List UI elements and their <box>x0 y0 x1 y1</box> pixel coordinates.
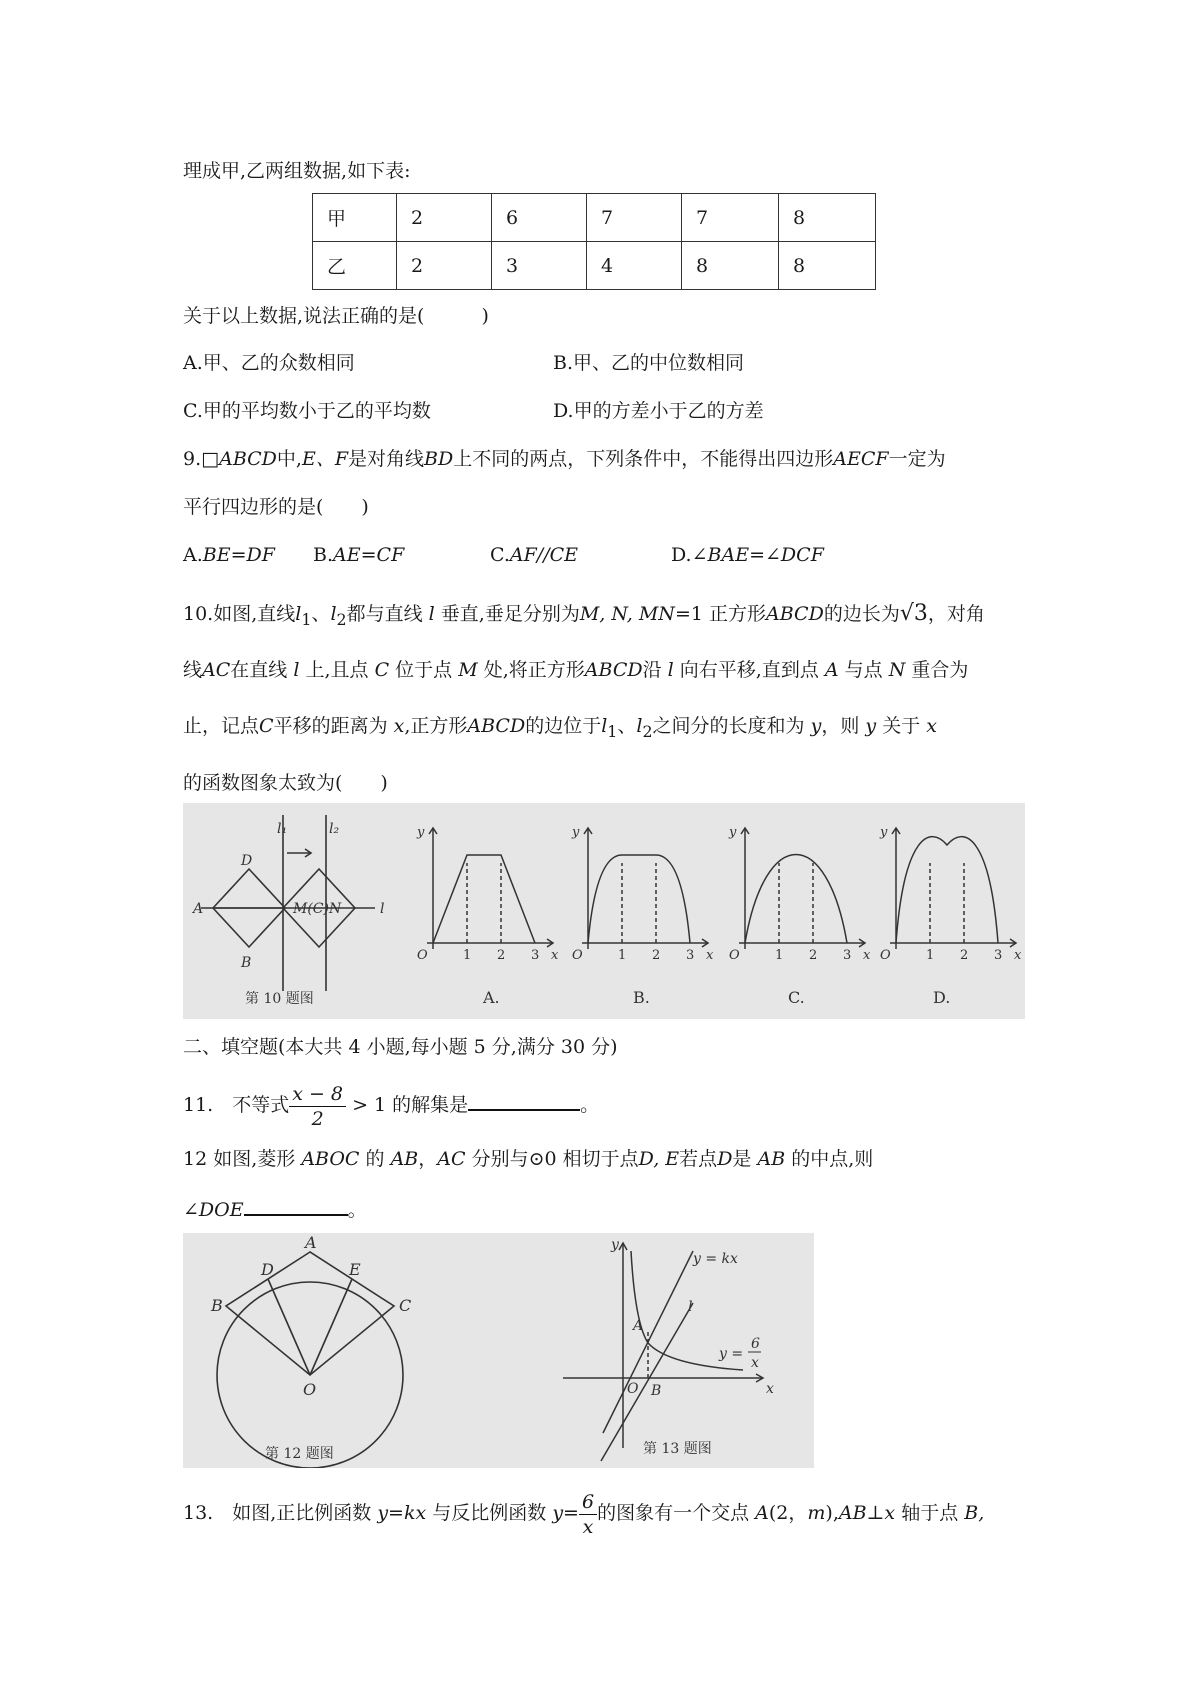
text: 与反比例函数 <box>432 1502 547 1524</box>
math: E、F <box>301 448 349 470</box>
text: 10.如图,直线 <box>183 603 296 625</box>
answer-blank[interactable] <box>244 1196 348 1216</box>
label-l1: l₁ <box>277 821 288 837</box>
table-cell: 2 <box>397 242 492 290</box>
text: 。 <box>580 1094 600 1116</box>
graph-tick-label: 2 <box>960 948 969 963</box>
label-a: A <box>193 901 204 917</box>
q9-stem-line2: 平行四边形的是( ) <box>183 496 369 518</box>
graph-y-label: y <box>417 825 425 840</box>
option-label-b: B. <box>633 988 650 1007</box>
denominator: x <box>582 1515 594 1538</box>
label-mc: M(C) <box>293 901 329 917</box>
math: N <box>888 659 906 681</box>
graph-tick-label: 3 <box>531 948 540 963</box>
text: 轴于点 <box>901 1502 959 1524</box>
math: BD <box>424 448 454 470</box>
figure-12-13-svg <box>183 1233 814 1468</box>
text: 在直线 <box>230 659 288 681</box>
figure-10-svg <box>183 803 1025 1019</box>
text: 向右平移,直到点 <box>679 659 819 681</box>
text: 的图象有一个交点 <box>597 1502 750 1524</box>
graph-tick-label: 1 <box>618 948 627 963</box>
text: 线 <box>183 659 203 681</box>
q10-stem-line2 <box>183 657 968 683</box>
math: M <box>458 659 478 681</box>
math: AB <box>757 1148 786 1170</box>
fig10-caption: 第 10 题图 <box>245 991 314 1007</box>
math: AC <box>202 659 231 681</box>
graph-tick-label: 3 <box>843 948 852 963</box>
q9-stem-line1 <box>183 446 946 472</box>
text: 。 <box>347 1199 367 1221</box>
math: ∠DOE <box>183 1199 244 1221</box>
graph-tick-label: 2 <box>497 948 506 963</box>
label-b: B <box>211 1296 223 1315</box>
text: =1 正方形 <box>674 603 766 625</box>
text: ，对角 <box>927 603 985 625</box>
text: > 1 的解集是 <box>346 1094 469 1116</box>
math: l <box>667 659 674 681</box>
graph-tick-label: 1 <box>775 948 784 963</box>
table-cell: 4 <box>587 242 682 290</box>
math: AF//CE <box>509 544 579 566</box>
math: l <box>636 715 643 737</box>
math: ABCD <box>219 448 277 470</box>
label-o: O <box>303 1380 317 1399</box>
table-cell: 3 <box>492 242 587 290</box>
numerator: x − 8 <box>289 1082 346 1107</box>
math: AB <box>838 1502 867 1524</box>
graph-tick-label: 1 <box>926 948 935 963</box>
q10-stem-line4: 的函数图象太致为( ) <box>183 772 388 794</box>
text: 的边位于 <box>525 715 602 737</box>
text: 、 <box>311 603 331 625</box>
table-cell: 甲 <box>313 194 397 242</box>
text: ， <box>418 1148 438 1170</box>
text: 关于 <box>882 715 921 737</box>
math: l <box>330 603 337 625</box>
q10-stem-line1 <box>183 601 985 633</box>
figure-12-13-panel <box>183 1233 814 1468</box>
table-cell: 8 <box>779 194 876 242</box>
label-l: l <box>688 1299 693 1315</box>
math: 1 <box>301 609 312 629</box>
graph-tick-label: 3 <box>686 948 695 963</box>
graph-tick-label: 2 <box>809 948 818 963</box>
label-a: A <box>305 1233 317 1252</box>
text: 之间分的长度和为 <box>652 715 805 737</box>
label-x: x <box>766 1381 774 1397</box>
math: B, <box>964 1502 985 1524</box>
text: 、 <box>617 715 637 737</box>
label-ykx: y = kx <box>693 1251 738 1267</box>
math: M, N, MN <box>579 603 675 625</box>
text: 的边长为 <box>823 603 900 625</box>
math: x <box>926 715 937 737</box>
label-six: 6 <box>751 1336 760 1352</box>
math: 2 <box>336 609 347 629</box>
graph-y-label: y <box>572 825 580 840</box>
text: 沿 <box>642 659 662 681</box>
graph-x-label: x <box>863 948 871 963</box>
math: ABCD <box>584 659 643 681</box>
denominator: 2 <box>311 1107 324 1130</box>
graph-x-label: x <box>1014 948 1022 963</box>
fraction <box>579 1490 597 1539</box>
segment-oe <box>310 1279 352 1375</box>
label-l2: l₂ <box>329 821 340 837</box>
label-d: D <box>241 853 253 869</box>
table-cell: 乙 <box>313 242 397 290</box>
label-d: D <box>261 1260 274 1279</box>
q8-option-a: A.甲、乙的众数相同 <box>183 352 355 374</box>
graph-tick-label: 3 <box>994 948 1003 963</box>
label-e: E <box>349 1260 361 1279</box>
graph-curve <box>588 855 690 943</box>
text: 上,且点 <box>305 659 369 681</box>
text: ⊥ <box>866 1502 885 1524</box>
math: 1 <box>607 721 618 741</box>
text: 是对角线 <box>348 448 425 470</box>
option-graphs <box>427 828 1016 949</box>
q8-option-c: C.甲的平均数小于乙的平均数 <box>183 400 431 422</box>
text: 11. 不等式 <box>183 1094 290 1116</box>
section-2-heading: 二、填空题(本大共 4 小题,每小题 5 分,满分 30 分) <box>183 1036 618 1058</box>
text: 分别与⊙0 相切于点 <box>471 1148 639 1170</box>
math: l <box>293 659 300 681</box>
graph-tick-label: 2 <box>652 948 661 963</box>
intro-text: 理成甲,乙两组数据,如下表: <box>183 160 411 182</box>
math: l <box>428 603 435 625</box>
graph-origin-label: O <box>417 948 428 963</box>
math: y= <box>552 1502 579 1524</box>
math: y <box>810 715 822 737</box>
label-c: C <box>399 1296 412 1315</box>
text: 平移的距离为 <box>273 715 388 737</box>
math: y <box>865 715 877 737</box>
text: 13. 如图,正比例函数 <box>183 1502 372 1524</box>
graph-y-label: y <box>729 825 737 840</box>
text: 的中点,则 <box>791 1148 874 1170</box>
graph-tick-label: 1 <box>463 948 472 963</box>
math: AE=CF <box>333 544 405 566</box>
text: (2， <box>768 1502 808 1524</box>
rhombus-aboc <box>226 1252 394 1375</box>
table-row <box>313 194 876 242</box>
graph-origin-label: O <box>572 948 583 963</box>
math: y=kx <box>377 1502 427 1524</box>
graph-origin-label: O <box>729 948 740 963</box>
q9-option-b <box>313 542 404 568</box>
label-l: l <box>380 901 385 917</box>
text: 中, <box>276 448 302 470</box>
text: C. <box>490 544 510 566</box>
label-o: O <box>627 1381 639 1397</box>
label-b: B <box>241 955 252 971</box>
label-y: y <box>611 1237 619 1253</box>
text: A. <box>183 544 203 566</box>
label-y-eq: y = <box>719 1346 744 1362</box>
math: x <box>393 715 405 737</box>
table-cell: 7 <box>682 194 779 242</box>
q11 <box>183 1080 599 1131</box>
answer-blank[interactable] <box>468 1091 580 1111</box>
math: C <box>259 715 274 737</box>
graph-curve <box>433 855 535 943</box>
option-label-d: D. <box>933 988 951 1007</box>
math: AB <box>390 1148 419 1170</box>
text: ), <box>825 1502 839 1524</box>
q8-option-b: B.甲、乙的中位数相同 <box>553 352 745 374</box>
math: C <box>374 659 390 681</box>
math: x <box>884 1502 896 1524</box>
math: A <box>755 1502 769 1524</box>
parallelogram-symbol: □ <box>201 448 220 470</box>
q8-stem: 关于以上数据,说法正确的是( ) <box>183 305 489 327</box>
text: D. <box>671 544 692 566</box>
q12-line2 <box>183 1196 367 1223</box>
table-cell: 2 <box>397 194 492 242</box>
math: D, E <box>638 1148 680 1170</box>
math: ABOC <box>301 1148 360 1170</box>
math: l <box>601 715 608 737</box>
text: B. <box>313 544 334 566</box>
text: 位于点 <box>395 659 453 681</box>
math: 2 <box>642 721 653 741</box>
math: m <box>807 1502 826 1524</box>
text: 重合为 <box>911 659 969 681</box>
math: AC <box>437 1148 466 1170</box>
label-b: B <box>651 1383 662 1399</box>
table-row <box>313 242 876 290</box>
segment-od <box>268 1279 310 1375</box>
sqrt-3: √3 <box>899 601 928 626</box>
math: A <box>824 659 839 681</box>
q12-line1 <box>183 1146 873 1172</box>
q9-option-c <box>490 542 578 568</box>
q9-option-d <box>671 542 824 568</box>
graph-x-label: x <box>706 948 714 963</box>
graph-x-label: x <box>551 948 559 963</box>
line-l <box>601 1303 693 1461</box>
table-cell: 6 <box>492 194 587 242</box>
text: 是 <box>732 1148 752 1170</box>
graph-curve <box>745 855 847 944</box>
table-cell: 8 <box>682 242 779 290</box>
text: 若点 <box>679 1148 718 1170</box>
text: 止，记点 <box>183 715 260 737</box>
label-n: N <box>329 901 342 917</box>
math: D <box>717 1148 733 1170</box>
text: ,正方形 <box>404 715 468 737</box>
text: 处,将正方形 <box>483 659 585 681</box>
q9-option-a <box>183 542 275 568</box>
math: ∠BAE=∠DCF <box>691 544 824 566</box>
q13 <box>183 1488 984 1539</box>
text: 垂直,垂足分别为 <box>440 603 580 625</box>
graph-y-label: y <box>880 825 888 840</box>
math: ABCD <box>467 715 526 737</box>
graph-origin-label: O <box>880 948 891 963</box>
table-cell: 7 <box>587 194 682 242</box>
option-label-c: C. <box>788 988 805 1007</box>
q10-stem-line3 <box>183 713 937 745</box>
math: l <box>295 603 302 625</box>
text: 9. <box>183 448 202 470</box>
label-x-den: x <box>751 1355 759 1371</box>
fraction <box>289 1082 346 1131</box>
q8-option-d: D.甲的方差小于乙的方差 <box>553 400 764 422</box>
math: BE=DF <box>202 544 275 566</box>
numerator: 6 <box>579 1490 597 1515</box>
text: 上不同的两点，下列条件中，不能得出四边形 <box>453 448 834 470</box>
text: 12 如图,菱形 <box>183 1148 296 1170</box>
text: 与点 <box>844 659 883 681</box>
figure-10-panel <box>183 803 1025 1019</box>
text: 都与直线 <box>346 603 423 625</box>
data-table <box>312 193 876 290</box>
graph-curve <box>896 837 998 943</box>
text: ，则 <box>821 715 860 737</box>
math: AECF <box>833 448 889 470</box>
option-label-a: A. <box>483 988 500 1007</box>
text: 的 <box>365 1148 385 1170</box>
math: ABCD <box>766 603 824 625</box>
label-a: A <box>633 1318 644 1334</box>
fig13-caption: 第 13 题图 <box>643 1441 712 1457</box>
table-cell: 8 <box>779 242 876 290</box>
fig12-caption: 第 12 题图 <box>265 1446 334 1462</box>
text: 一定为 <box>888 448 946 470</box>
